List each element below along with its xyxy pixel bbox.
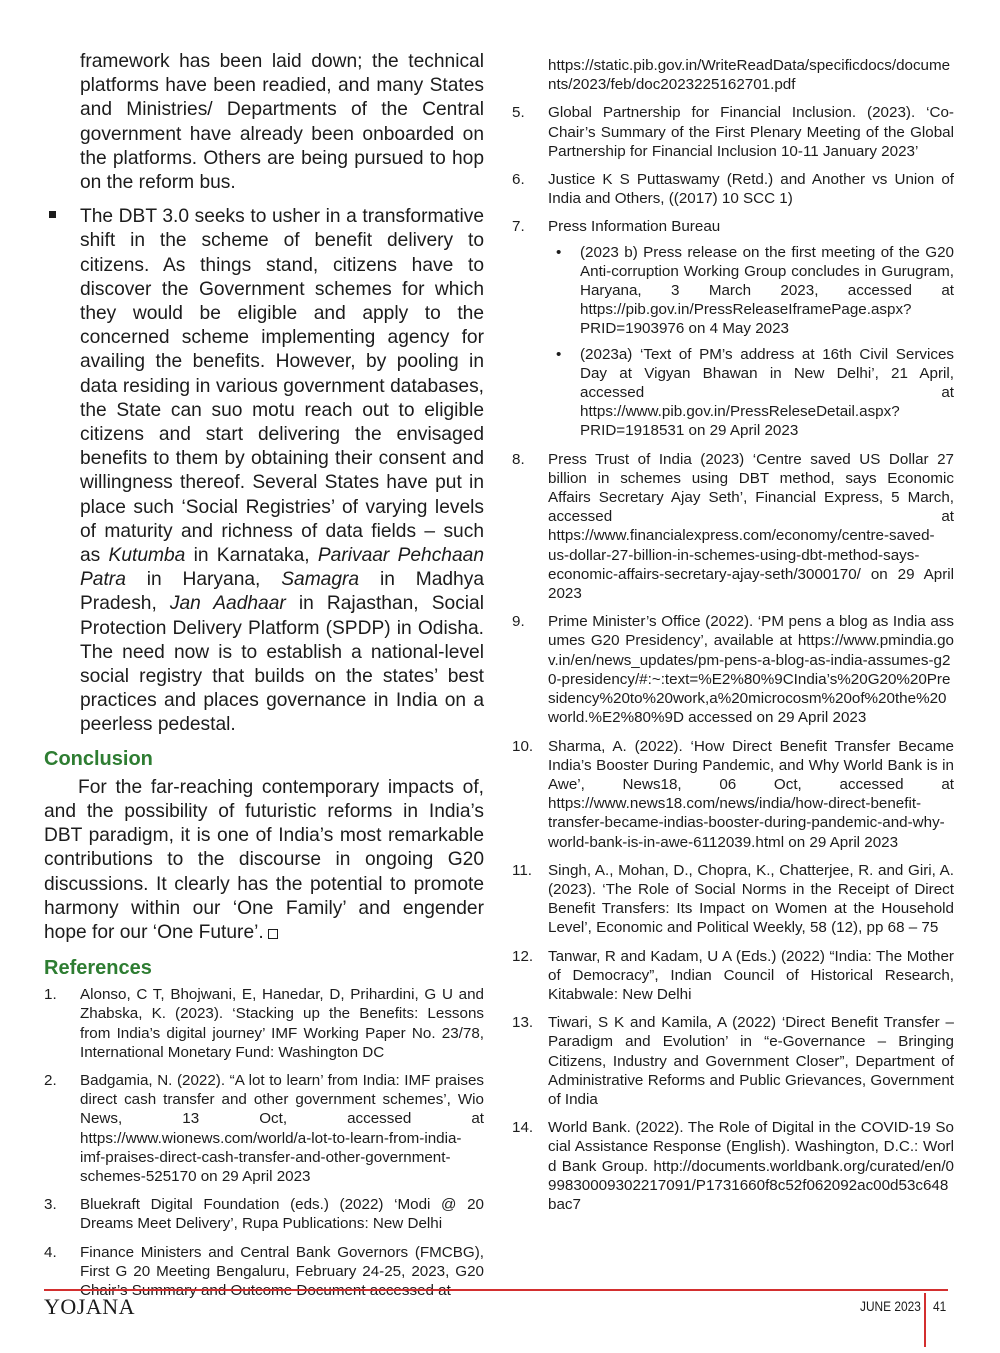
reference-number: 7.: [512, 218, 525, 236]
reference-text: Press Information Bureau: [548, 218, 721, 236]
reference-item: [44, 985, 484, 1062]
reference-text: Finance Ministers and Central Bank Governors (FMCBG), First G 20 Meeting Bengaluru, February 24-25, 2023, G20: [80, 1243, 484, 1280]
reference-item: [512, 103, 954, 161]
bullet-dot-icon: •: [556, 243, 562, 261]
references-heading: References: [44, 957, 152, 980]
reference-text: Bluekraft Digital Foundation (eds.) (2022) ‘Modi @ 20 Dreams Meet Delivery’, Rupa Publications: New Delhi: [80, 1196, 484, 1233]
reference-item: [44, 1071, 484, 1186]
reference-item: [512, 450, 954, 604]
bullet-paragraph: The DBT 3.0 seeks to usher in a transformative shift in the scheme of benefit delivery to citizens. As things stand, citizens have to discover the Government schemes for which they would be eligible and apply to the concerned scheme implementing agency for availing the benefits. However, by pooling in data residing in various government databases, the State can suo motu reach out to eligible citizens and start delivering the envisaged benefits to them by obtaining their consent and willingness thereof. Several States have put in place such ‘Social Registries’ of varying levels of maturity and richness of data fields – such as Kutumba in Karnataka, Parivaar Pehchaan Patra in Haryana, Samagra in Madhya Pradesh, Jan Aadhaar in Rajasthan, Social Protection Delivery Platform (SPDP) in Odisha. The need now is to establish a national-level social registry that builds on the states’ best practices and places governance in India on a peerless pedestal.: [80, 206, 484, 736]
reference-text: Alonso, C T, Bhojwani, E, Hanedar, D, Prihardini, G U and Zhabska, K. (2023). ‘Stacking up the Benefits: Lessons from India’s digital journey’ IMF Working Paper No. 23/78, International Monetary Fund: Washington DC: [80, 986, 484, 1061]
reference-item: [512, 1118, 954, 1214]
reference-item: [44, 1243, 484, 1301]
reference-text: Justice K S Puttaswamy (Retd.) and Another vs Union of India and Others, ((2017) 10 SCC 1): [548, 171, 954, 208]
footer-rule: [44, 1289, 948, 1291]
right-column: [512, 56, 954, 1223]
magazine-brand: YOJANA: [44, 1294, 135, 1319]
reference-text: Prime Minister’s Office (2022). ‘PM pens a blog as India assumes G20 Presidency’, available at https://www.pmindia.gov.in/en/news_updates/pm-pens-a-blog-as-india-assumes-g20-presidency/#:~:text=%E2%80%9CIndia’s%20G20%20Presidency%20to%20work,a%20microcosm%20of%20the%20world.%E2%80%9D accessed on 29 April 2023: [548, 613, 954, 727]
reference-subitem: [548, 243, 954, 339]
reference-item: [44, 1195, 484, 1233]
reference-text: Singh, A., Mohan, D., Chopra, K., Chatterjee, R. and Giri, A. (2023). ‘The Role of Social Norms in the Receipt of Direct Benefit Transfers: Its Impact on Women at the Household Level’, Economic and Political Weekly, 58 (12), pp 68 – 75: [548, 861, 954, 937]
conclusion-heading: Conclusion: [44, 747, 153, 770]
reference-item: [512, 170, 954, 208]
reference-number: 3.: [44, 1196, 57, 1214]
reference-text: Badgamia, N. (2022). “A lot to learn’ from India: IMF praises direct cash transfer and other government schemes’, Wio News, 13 Oct, accessed at https://www.wionews.com/world/a-lot-to-learn-from-india-imf-praises-direct-cash-transfer-and-other-government-schemes-525170 on 29 April 2023: [80, 1071, 484, 1185]
reference-subitem-text: (2023a) ‘Text of PM’s address at 16th Civil Services Day at Vigyan Bhawan in New Delhi’, 21 April, accessed at https://www.pib.gov.in/PressReleseDetail.aspx?PRID=1918531 on 29 April 2023: [580, 345, 954, 440]
reference-number: 6.: [512, 171, 525, 189]
left-column: [44, 50, 484, 1309]
page-number: 41: [933, 1298, 947, 1314]
reference-text: Press Trust of India (2023) ‘Centre saved US Dollar 27 billion in schemes using DBT method, says Economic Affairs Secretary Ajay Seth’, Financial Express, 5 March, accessed at https://www.financialexpress.com/economy/centre-saved-us-dollar-27-billion-in-schemes-using-dbt-method-says-economic-affairs-secretary-ajay-seth/3000170/ on 29 April 2023: [548, 450, 954, 603]
reference-list: [44, 985, 484, 1300]
reference-text: World Bank. (2022). The Role of Digital in the COVID-19 Social Assistance Response (English). Washington, D.C.: World Bank Group. http://documents.worldbank.org/curated/en/099830009302217091/P1731660f8c52f062092ac00d53c648bac7: [548, 1119, 954, 1213]
reference-number: 8.: [512, 450, 525, 468]
reference-continuation: https://static.pib.gov.in/WriteReadData/specificdocs/documents/2023/feb/doc2023225162701.pdf: [548, 57, 951, 94]
reference-text: Sharma, A. (2022). ‘How Direct Benefit Transfer Became India’s Booster During Pandemic, and Why World Bank is in Awe’, News18, 06 Oct, accessed at https://www.news18.com/news/india/how-direct-benefit-transfer-became-indias-booster-during-pandemic-and-why-world-bank-is-in-awe-6112039.html on 29 April 2023: [548, 737, 954, 851]
reference-item: [512, 947, 954, 1005]
footer-divider: [924, 1293, 926, 1347]
reference-item: [512, 217, 954, 440]
reference-number: 5.: [512, 104, 525, 122]
reference-item: [512, 737, 954, 852]
reference-item: [512, 861, 954, 938]
reference-text: Tanwar, R and Kadam, U A (Eds.) (2022) “India: The Mother of Democracy”, Indian Council of Historical Research, Kitabwale: New Delhi: [548, 947, 954, 1003]
reference-number: 1.: [44, 986, 57, 1004]
reference-item: [512, 1013, 954, 1109]
reference-text: Tiwari, S K and Kamila, A (2022) ‘Direct Benefit Transfer – Paradigm and Evolution’ in “e-Governance – Bringing Citizens, Industry and Government Closer”, Department of Administrative Reforms and Public Grievances, Government of India: [548, 1014, 954, 1108]
reference-number: 13.: [512, 1014, 534, 1032]
reference-number: 9.: [512, 613, 525, 631]
issue-date: JUNE 2023: [860, 1298, 921, 1314]
reference-text: Global Partnership for Financial Inclusion. (2023). ‘Co-Chair’s Summary of the First Plenary Meeting of the Global Partnership for Financial Inclusion 10-11 January 2023’: [548, 104, 954, 160]
reference-number: 11.: [512, 861, 532, 879]
reference-number: 10.: [512, 737, 534, 755]
reference-item: [512, 612, 954, 727]
end-mark-icon: [268, 929, 278, 939]
reference-subitem-text: (2023 b) Press release on the first meeting of the G20 Anti-corruption Working Group concludes in Gurugram, Haryana, 3 March 2023, accessed at https://pib.gov.in/PressReleaseIframePage.aspx?PRID=1903976 on 4 May 2023: [580, 243, 954, 338]
reference-number: 14.: [512, 1119, 534, 1137]
reference-subitem: [548, 345, 954, 441]
square-bullet-icon: [49, 211, 56, 218]
reference-number: 2.: [44, 1071, 57, 1089]
conclusion-paragraph: For the far-reaching contemporary impacts of, and the possibility of futuristic reforms in India’s DBT paradigm, it is one of India’s most remarkable contributions to the discourse in ongoing G20 discussions. It clearly has the potential to promote harmony within our ‘One Family’ and engender hope for our ‘One Future’.: [44, 776, 484, 943]
bullet-item: [80, 205, 484, 737]
body-paragraph: framework has been laid down; the technical platforms have been readied, and many States and Ministries/ Departments of the Central government have already been onboarded on the platforms. Others are being pursued to hop on the reform bus.: [80, 51, 484, 194]
reference-number: 12.: [512, 947, 534, 965]
bullet-dot-icon: •: [556, 345, 562, 363]
reference-number: 4.: [44, 1243, 57, 1261]
